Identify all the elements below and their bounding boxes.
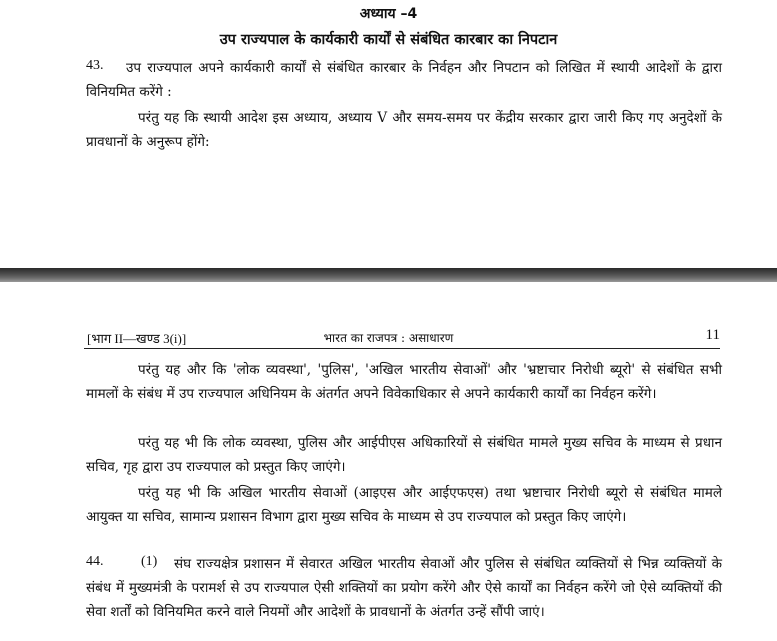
section-43-number: 43. [86, 58, 104, 73]
page-separator [0, 268, 777, 282]
proviso-police-matters: परंतु यह भी कि लोक व्यवस्था, पुलिस और आईपीएस अधिकारियों से संबंधित मामले मुख्य सचिव के माध्यम से प्रधान सचिव, गृह द्वारा उप राज्यपाल को प्रस्तुत किए जाएंगे। [86, 435, 722, 475]
proviso-standing-orders: परंतु यह कि स्थायी आदेश इस अध्याय, अध्याय V और समय-समय पर केंद्रीय सरकार द्वारा जारी किए गए अनुदेशों के प्रावधानों के अनुरूप होंगे: [86, 110, 722, 150]
gazette-title: भारत का राजपत्र : असाधारण [323, 331, 454, 345]
section-43-text: उप राज्यपाल अपने कार्यकारी कार्यों से संबंधित कारबार के निर्वहन और निपटान को लिखित में स्थायी आदेशों के द्वारा विनियमित करेंगे : [86, 60, 722, 100]
header-rule [84, 348, 720, 349]
section-44-text: संघ राज्यक्षेत्र प्रशासन में सेवारत अखिल भारतीय सेवाओं और पुलिस से संबंधित व्यक्तियों से भिन्न व्यक्तियों के संबंध में मुख्यमंत्री के परामर्श से उप राज्यपाल ऐसी शक्तियों का प्रयोग करेंगे और ऐसे कार्यों का निर्वहन करेंगे जो ऐसे व्यक्तियों की सेवा शर्तों को विनियमित करने वाले नियमों और आदेशों के प्रावधानों के अंतर्गत उन्हें सौंपी जाएं। [86, 556, 722, 620]
gazette-part-label: [भाग II—खण्ड 3(i)] [87, 331, 187, 346]
proviso-services-matters: परंतु यह भी कि अखिल भारतीय सेवाओं (आइएस और आईएफएस) तथा भ्रष्टाचार निरोधी ब्यूरो से संबंधित मामले आयुक्त या सचिव, सामान्य प्रशासन विभाग द्वारा मुख्य सचिव के माध्यम से उप राज्यपाल को प्रस्तुत किए जाएंगे। [86, 485, 722, 525]
section-44-number: 44. [86, 554, 104, 569]
chapter-title: उप राज्यपाल के कार्यकारी कार्यों से संबंधित कारबार का निपटान [219, 32, 558, 48]
page-number: 11 [705, 327, 720, 343]
proviso-discretion: परंतु यह और कि 'लोक व्यवस्था', 'पुलिस', 'अखिल भारतीय सेवाओं' और 'भ्रष्टाचार निरोधी ब्यूरो' से संबंधित सभी मामलों के संबंध में उप राज्यपाल अधिनियम के अंतर्गत अपने विवेकाधिकार से अपने कार्यकारी कार्यों का निर्वहन करेंगे। [86, 362, 722, 402]
section-44-subsection: (1) [141, 554, 158, 569]
chapter-heading: अध्याय –4 [359, 6, 418, 22]
